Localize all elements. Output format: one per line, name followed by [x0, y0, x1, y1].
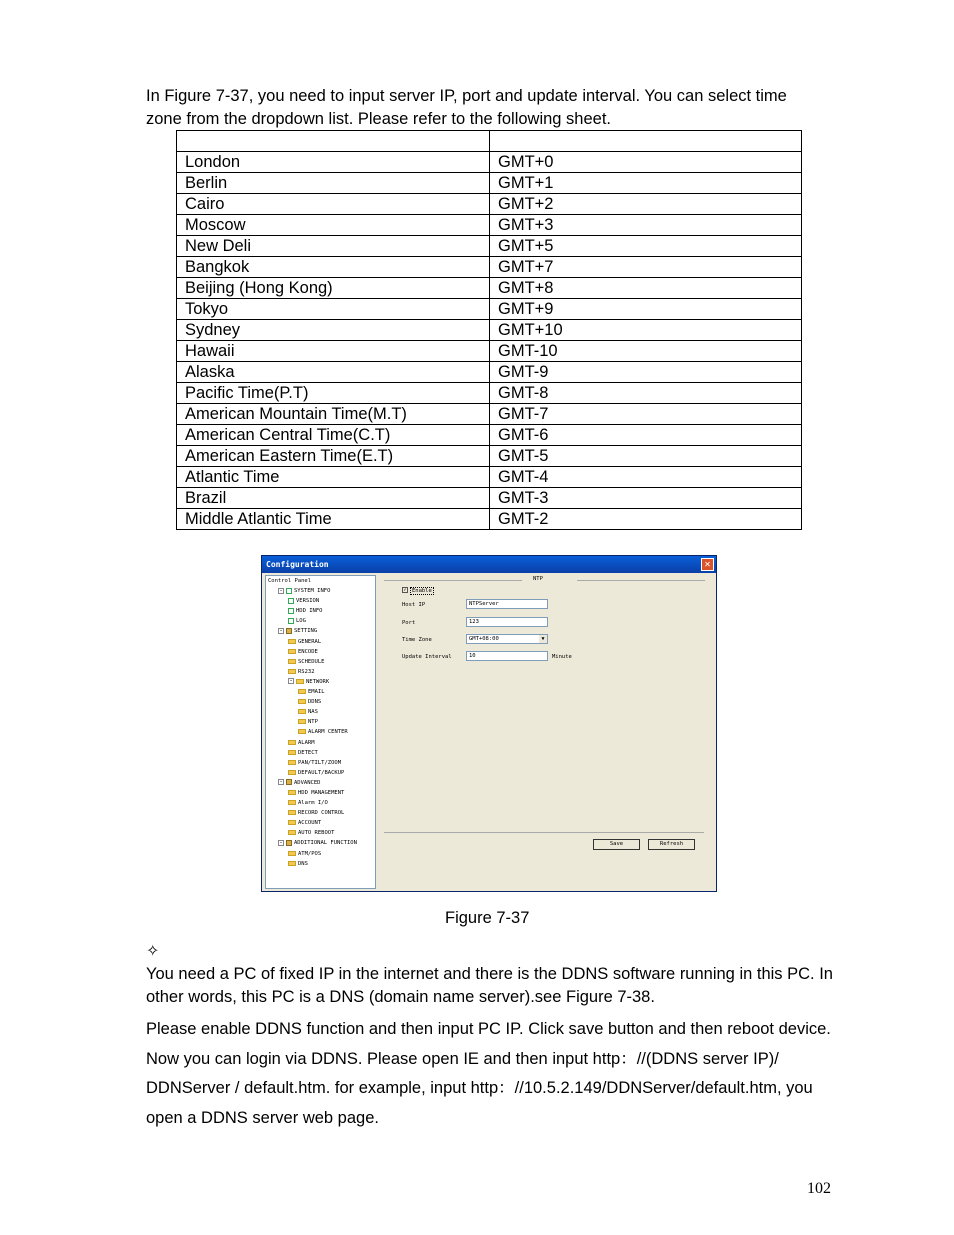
tree-item[interactable]	[266, 788, 375, 798]
tree-item-label: DDNS	[308, 699, 322, 706]
city-cell: Alaska	[177, 362, 490, 383]
update-interval-input[interactable]: 10	[466, 651, 548, 661]
settings-icon	[286, 628, 292, 634]
folder-icon	[288, 851, 296, 856]
tree-item-label: DETECT	[298, 749, 318, 756]
navigation-tree[interactable]	[265, 575, 376, 889]
tree-item[interactable]	[266, 647, 375, 657]
tree-item-label: LOG	[296, 618, 306, 625]
tree-item-label: VERSION	[296, 598, 320, 605]
folder-icon	[288, 760, 296, 765]
gmt-cell: GMT-5	[490, 446, 802, 467]
tree-item-label: RS232	[298, 668, 315, 675]
configuration-window	[261, 555, 717, 892]
timezone-table	[176, 130, 802, 530]
tree-item[interactable]	[266, 697, 375, 707]
tree-item-label: ALARM	[298, 739, 315, 746]
gmt-cell: GMT+9	[490, 299, 802, 320]
city-cell: American Mountain Time(M.T)	[177, 404, 490, 425]
folder-icon	[298, 709, 306, 714]
table-row	[177, 173, 802, 194]
tree-item[interactable]	[266, 576, 375, 586]
city-cell: Beijing (Hong Kong)	[177, 278, 490, 299]
table-row	[177, 341, 802, 362]
gmt-cell: GMT-2	[490, 509, 802, 530]
tree-item[interactable]	[266, 626, 375, 636]
tree-item[interactable]	[266, 707, 375, 717]
tree-item-label: EMAIL	[308, 689, 325, 696]
tree-item[interactable]	[266, 657, 375, 667]
city-cell: Moscow	[177, 215, 490, 236]
tree-item[interactable]	[266, 596, 375, 606]
table-row	[177, 362, 802, 383]
gmt-cell: GMT+1	[490, 173, 802, 194]
gmt-cell: GMT+10	[490, 320, 802, 341]
tree-item[interactable]	[266, 616, 375, 626]
page-number: 102	[807, 1180, 831, 1197]
tree-item-label: DNS	[298, 860, 308, 867]
tree-item-label: ADDITIONAL FUNCTION	[294, 840, 357, 847]
tree-item-label: NAS	[308, 709, 318, 716]
tree-item[interactable]	[266, 748, 375, 758]
document-icon	[286, 588, 292, 594]
collapse-icon[interactable]: -	[289, 677, 293, 685]
document-icon	[288, 598, 294, 604]
ntp-settings-panel	[380, 575, 714, 889]
table-row	[177, 446, 802, 467]
gmt-cell: GMT+3	[490, 215, 802, 236]
timezone-label: Time Zone	[402, 637, 432, 643]
update-interval-label: Update Interval	[402, 654, 452, 660]
tree-item-label: ACCOUNT	[298, 820, 322, 827]
window-title: Configuration	[266, 560, 329, 569]
folder-icon	[288, 861, 296, 866]
folder-icon	[288, 659, 296, 664]
tree-item[interactable]	[266, 768, 375, 778]
bullet-icon: ✧	[146, 943, 160, 960]
city-cell: American Central Time(C.T)	[177, 425, 490, 446]
tree-item-label: HDD MANAGEMENT	[298, 789, 345, 796]
gmt-cell: GMT+0	[490, 152, 802, 173]
tree-item-label: DEFAULT/BACKUP	[298, 769, 345, 776]
enable-checkbox[interactable]	[402, 587, 434, 594]
tree-item-label: SYSTEM INFO	[294, 588, 331, 595]
tree-item[interactable]	[266, 738, 375, 748]
table-row	[177, 425, 802, 446]
city-cell: Atlantic Time	[177, 467, 490, 488]
table-row	[177, 488, 802, 509]
folder-icon	[288, 770, 296, 775]
document-icon	[288, 608, 294, 614]
timezone-value: GMT+08:00	[469, 636, 499, 642]
city-cell: Pacific Time(P.T)	[177, 383, 490, 404]
tree-item[interactable]	[266, 798, 375, 808]
tree-item-label: HDD INFO	[296, 608, 323, 615]
table-row	[177, 383, 802, 404]
folder-icon	[288, 649, 296, 654]
port-label: Port	[402, 620, 416, 626]
tree-item-label: PAN/TILT/ZOOM	[298, 759, 342, 766]
gmt-cell: GMT-6	[490, 425, 802, 446]
tree-item-label: NTP	[308, 719, 318, 726]
gmt-cell: GMT+5	[490, 236, 802, 257]
tree-item-label: ADVANCED	[294, 779, 321, 786]
folder-icon	[288, 830, 296, 835]
table-row	[177, 320, 802, 341]
folder-icon	[298, 719, 306, 724]
tree-item[interactable]	[266, 586, 375, 596]
gmt-cell: GMT+2	[490, 194, 802, 215]
tree-item[interactable]	[266, 808, 375, 818]
tree-item-label: AUTO REBOOT	[298, 830, 335, 837]
tree-item-label: Alarm I/O	[298, 800, 328, 807]
settings-icon	[286, 779, 292, 785]
gmt-cell: GMT-3	[490, 488, 802, 509]
tree-item[interactable]	[266, 818, 375, 828]
tree-item[interactable]	[266, 758, 375, 768]
tree-item-label: ENCODE	[298, 648, 318, 655]
section-title: NTP	[533, 576, 543, 582]
tree-item[interactable]	[266, 727, 375, 737]
refresh-button[interactable]: Refresh	[648, 839, 695, 850]
tree-item-label: NETWORK	[306, 678, 330, 685]
city-cell: Bangkok	[177, 257, 490, 278]
table-row	[177, 152, 802, 173]
tree-item-label: SCHEDULE	[298, 658, 325, 665]
folder-icon	[288, 740, 296, 745]
city-cell: Brazil	[177, 488, 490, 509]
tree-item[interactable]	[266, 859, 375, 869]
ddns-paragraph-1: You need a PC of fixed IP in the internet and there is the DDNS software running in this PC. In other words, this PC is a DNS (domain name server).see Figure 7-38.	[146, 965, 833, 1006]
collapse-icon[interactable]: -	[279, 838, 283, 846]
gmt-cell: GMT-8	[490, 383, 802, 404]
table-row	[177, 278, 802, 299]
settings-icon	[286, 840, 292, 846]
gmt-cell: GMT-10	[490, 341, 802, 362]
interval-unit: Minute	[552, 654, 572, 660]
tree-item[interactable]	[266, 778, 375, 788]
gmt-cell: GMT+8	[490, 278, 802, 299]
table-row	[177, 509, 802, 530]
city-cell: Berlin	[177, 173, 490, 194]
tree-item-label: ATM/POS	[298, 850, 322, 857]
folder-icon	[288, 820, 296, 825]
tree-item-label: RECORD CONTROL	[298, 810, 345, 817]
folder-icon	[298, 729, 306, 734]
city-cell: Sydney	[177, 320, 490, 341]
folder-icon	[288, 639, 296, 644]
tree-item[interactable]	[266, 606, 375, 616]
ddns-paragraph-2: Please enable DDNS function and then input PC IP. Click save button and then reboot device. Now you can login via DDNS. Please open IE and then input http：//(DDNS server IP)/ DDNServer / default.htm. for example, input http：//10.5.2.149/DDNServer/default.htm, you open a DDNS server web page.	[146, 1020, 831, 1127]
city-cell: Tokyo	[177, 299, 490, 320]
table-row	[177, 131, 802, 152]
table-row	[177, 404, 802, 425]
collapse-icon[interactable]: -	[279, 586, 283, 594]
port-input[interactable]: 123	[466, 617, 548, 627]
gmt-cell	[490, 131, 802, 152]
folder-icon	[288, 669, 296, 674]
city-cell: New Deli	[177, 236, 490, 257]
tree-item[interactable]	[266, 717, 375, 727]
tree-item[interactable]	[266, 637, 375, 647]
table-row	[177, 194, 802, 215]
city-cell	[177, 131, 490, 152]
gmt-cell: GMT+7	[490, 257, 802, 278]
folder-icon	[288, 750, 296, 755]
tree-item-label: ALARM CENTER	[308, 729, 348, 736]
table-row	[177, 215, 802, 236]
folder-icon	[288, 790, 296, 795]
table-row	[177, 257, 802, 278]
city-cell: Hawaii	[177, 341, 490, 362]
city-cell: American Eastern Time(E.T)	[177, 446, 490, 467]
gmt-cell: GMT-4	[490, 467, 802, 488]
tree-item[interactable]	[266, 687, 375, 697]
tree-item[interactable]	[266, 849, 375, 859]
city-cell: Cairo	[177, 194, 490, 215]
close-icon[interactable]: ✕	[701, 558, 714, 571]
table-row	[177, 236, 802, 257]
gmt-cell: GMT-9	[490, 362, 802, 383]
folder-icon	[288, 800, 296, 805]
folder-icon	[298, 689, 306, 694]
gmt-cell: GMT-7	[490, 404, 802, 425]
folder-icon	[296, 679, 304, 684]
enable-label: Enable	[412, 587, 432, 594]
tree-item-label: GENERAL	[298, 638, 322, 645]
tree-item-label: SETTING	[294, 628, 318, 635]
tree-item[interactable]	[266, 667, 375, 677]
city-cell: Middle Atlantic Time	[177, 509, 490, 530]
intro-paragraph: In Figure 7-37, you need to input server IP, port and update interval. You can select time zone from the dropdown list. Please refer to the following sheet.	[146, 87, 787, 128]
folder-icon	[288, 810, 296, 815]
collapse-icon[interactable]: -	[279, 778, 283, 786]
enable-check-icon[interactable]: ✓	[403, 587, 407, 593]
table-row	[177, 299, 802, 320]
chevron-down-icon[interactable]: ▼	[539, 635, 547, 643]
document-icon	[288, 618, 294, 624]
tree-item[interactable]	[266, 677, 375, 687]
collapse-icon[interactable]: -	[279, 626, 283, 634]
tree-item[interactable]	[266, 828, 375, 838]
figure-caption: Figure 7-37	[445, 909, 530, 927]
host-ip-label: Host IP	[402, 602, 426, 608]
table-row	[177, 467, 802, 488]
window-titlebar	[262, 556, 716, 573]
host-ip-input[interactable]: NTPServer	[466, 599, 548, 609]
folder-icon	[298, 699, 306, 704]
timezone-select[interactable]	[466, 634, 548, 644]
save-button[interactable]: Save	[593, 839, 640, 850]
city-cell: London	[177, 152, 490, 173]
tree-item[interactable]	[266, 838, 375, 848]
tree-item-label: Control Panel	[268, 578, 312, 584]
